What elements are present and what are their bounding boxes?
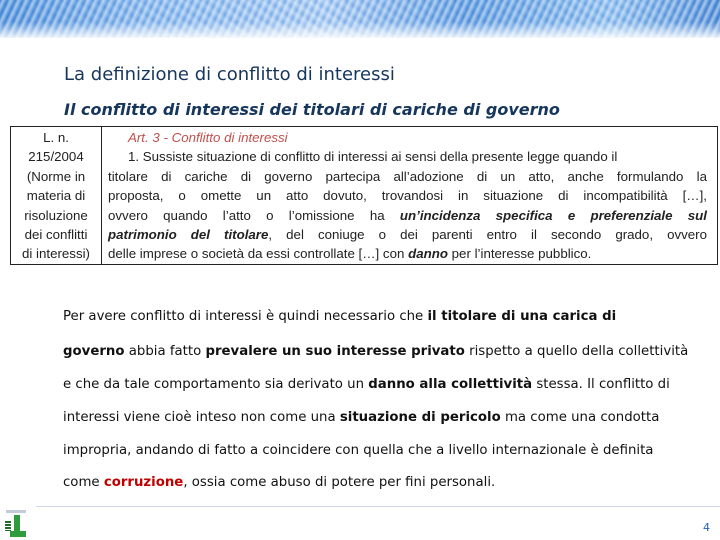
paragraph-text: come — [63, 475, 104, 490]
paragraph-text: rispetto a quello della collettività — [464, 344, 689, 359]
article-text-cell — [108, 127, 707, 265]
article-line — [108, 225, 707, 244]
article-text: delle imprese o società da essi controllate […] con — [108, 246, 409, 262]
paragraph-line — [63, 344, 688, 359]
paragraph-emphasis: governo — [63, 344, 125, 359]
slide-title: La definizione di conflitto di interessi — [64, 64, 395, 85]
article-line — [108, 206, 707, 225]
article-line: 1. Sussiste situazione di conflitto di interessi ai sensi della presente legge quando il — [128, 149, 618, 165]
institution-logo-icon — [4, 509, 30, 539]
law-reference-cell — [11, 127, 102, 264]
law-reference-line: 215/2004 — [28, 149, 84, 165]
paragraph-line — [63, 410, 659, 425]
article-line: titolare di cariche di governo partecipa all’adozione di un atto, anche formulando la — [108, 168, 707, 184]
slide-subtitle: Il conflitto di interessi dei titolari di cariche di governo — [64, 100, 560, 119]
law-reference-line: (Norme in — [26, 168, 86, 184]
law-reference-line: risoluzione — [24, 207, 88, 223]
paragraph-emphasis: danno alla collettività — [368, 377, 533, 392]
footer-divider — [36, 506, 720, 507]
page-number: 4 — [703, 521, 710, 534]
article-emphasis: danno — [408, 246, 448, 262]
paragraph-line — [63, 475, 495, 490]
law-reference-line: di interessi) — [22, 246, 90, 262]
paragraph-line — [63, 309, 616, 324]
paragraph-emphasis: corruzione — [103, 475, 184, 490]
paragraph-text: , ossia come abuso di potere per fini personali. — [183, 475, 496, 490]
article-line — [108, 244, 707, 263]
paragraph-emphasis: il titolare di una carica di — [427, 309, 617, 324]
paragraph-emphasis: prevalere un suo interesse privato — [205, 344, 465, 359]
paragraph-text: Per avere conflitto di interessi è quindi necessario che — [63, 309, 428, 324]
paragraph-text: ma come una condotta — [500, 410, 660, 425]
paragraph-text: abbia fatto — [124, 344, 206, 359]
article-emphasis: un’incidenza specifica e preferenziale sul — [399, 207, 707, 223]
paragraph-line — [63, 377, 670, 392]
law-reference-line: dei conflitti — [24, 227, 88, 243]
law-reference-line: L. n. — [43, 130, 69, 145]
law-reference-line: materia di — [26, 188, 86, 204]
article-title: Art. 3 - Conflitto di interessi — [128, 130, 288, 145]
header-banner-fade — [0, 22, 720, 40]
paragraph-text: stessa. Il conflitto di — [532, 377, 670, 392]
paragraph-text: e che da tale comportamento sia derivato un — [63, 377, 369, 392]
paragraph-emphasis: situazione di pericolo — [339, 410, 501, 425]
article-emphasis: patrimonio del titolare — [108, 227, 269, 243]
article-text: per l’interesse pubblico. — [447, 246, 592, 262]
article-text: , del coniuge o dei parenti entro il secondo grado, ovvero — [268, 227, 707, 243]
paragraph-text: interessi viene cioè inteso non come una — [63, 410, 340, 425]
article-text: ovvero quando l’atto o l’omissione ha — [108, 207, 400, 223]
article-line: proposta, o omette un atto dovuto, trovandosi in situazione di incompatibilità […], — [108, 188, 707, 204]
paragraph-line: impropria, andando di fatto a coincidere con quella che a livello internazionale è definita — [63, 443, 654, 458]
law-table — [10, 126, 718, 265]
